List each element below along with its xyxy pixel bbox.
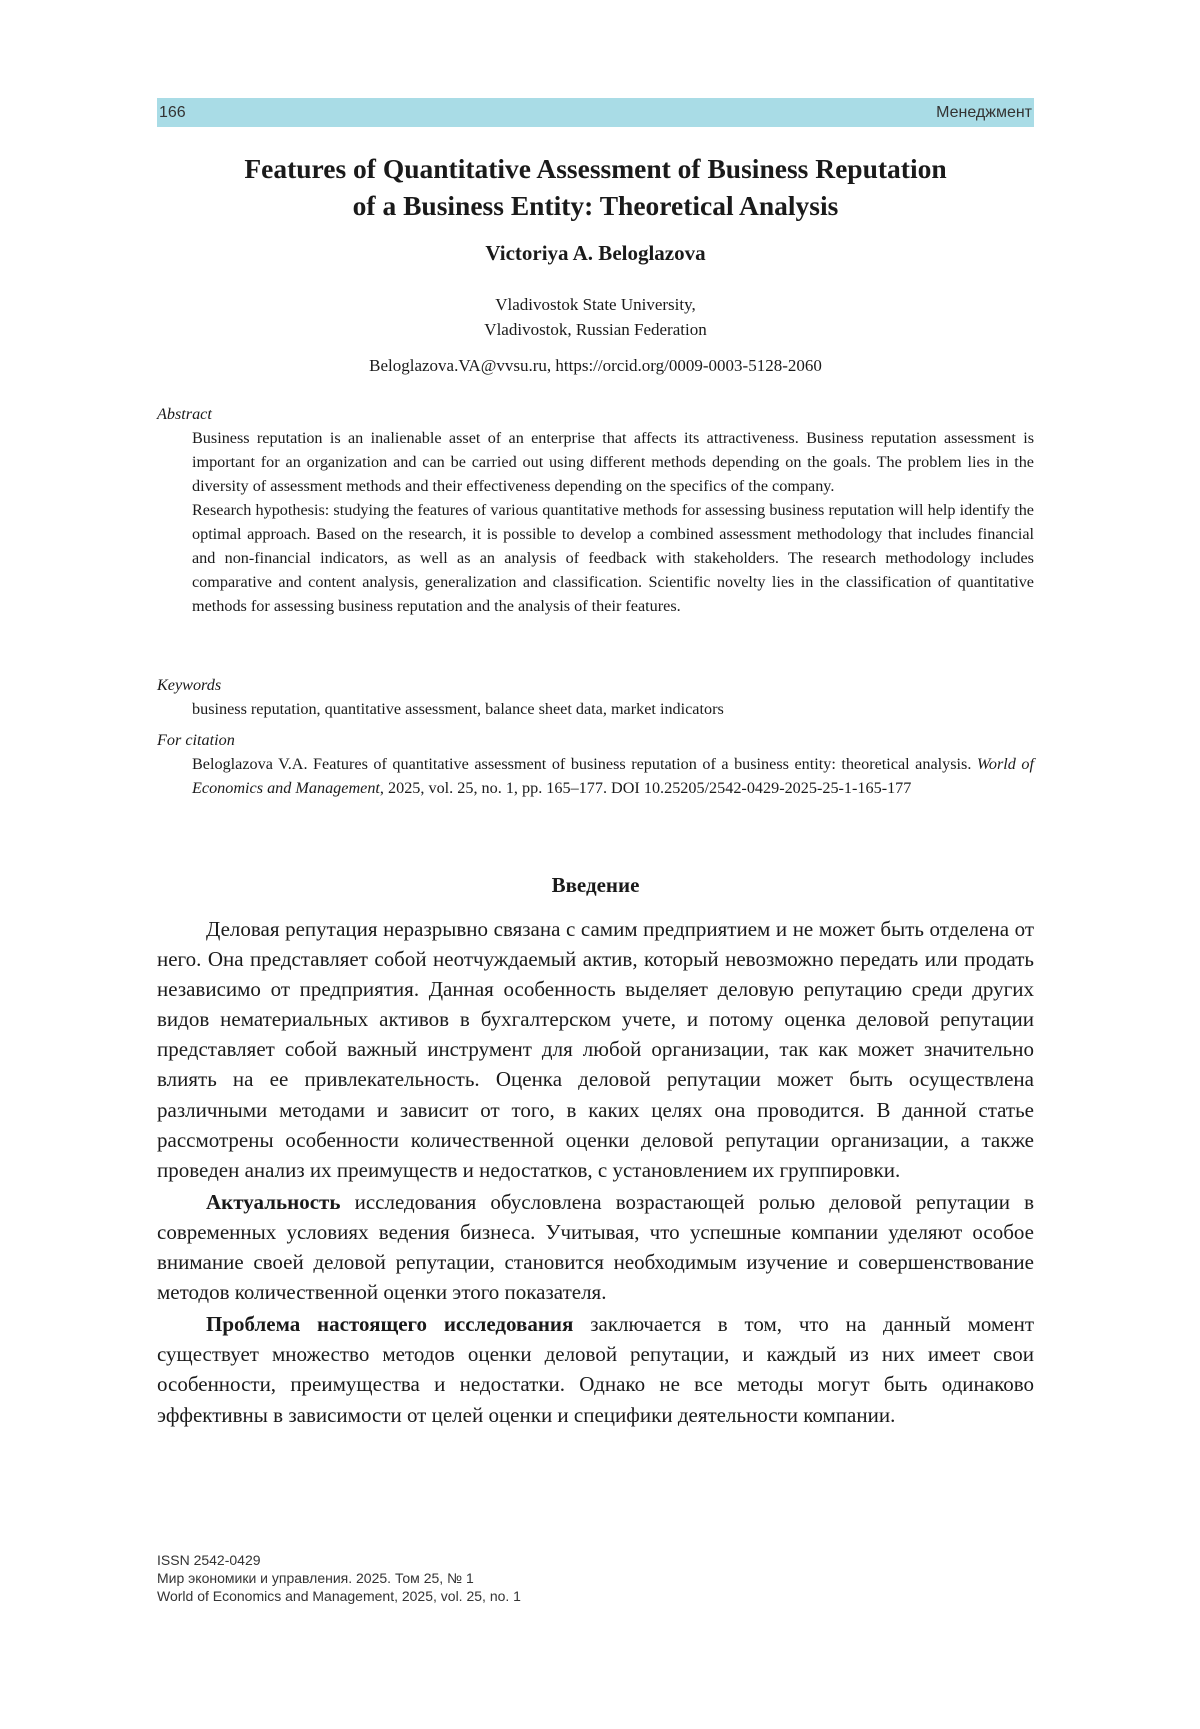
- problem-term: Проблема настоящего исследования: [206, 1312, 574, 1337]
- running-header: [157, 98, 1034, 127]
- author-name: Victoriya A. Beloglazova: [485, 241, 706, 265]
- affiliation-line-1: Vladivostok State University,: [495, 295, 696, 314]
- abstract-paragraph-2: Research hypothesis: studying the features of various quantitative methods for assessing business reputation will help identify the optimal approach. Based on the research, it is possible to develop a combined assessment methodology that includes financial and non-financial indicators, as well as an analysis of feedback with stakeholders. The research methodology includes comparative and content analysis, generalization and classification. Scientific novelty lies in the classification of quantitative methods for assessing business reputation and the analysis of their features.: [192, 501, 1034, 615]
- page-number: 166: [159, 103, 186, 121]
- footer-journal-ru: Мир экономики и управления. 2025. Том 25, № 1: [157, 1570, 474, 1586]
- keywords-text: business reputation, quantitative assessment, balance sheet data, market indicators: [192, 700, 724, 718]
- problem-text: заключается в том, что на данный момент существует множество методов оценки деловой репутации, и каждый из них имеет свои особенности, преимущества и недостатки. Однако не все методы могут быть одинаково эффективны в зависимости от целей оценки и специфики деятельности компании.: [157, 1312, 1034, 1427]
- citation-label: For citation: [157, 731, 235, 749]
- relevance-term: Актуальность: [206, 1189, 341, 1214]
- citation-block: [157, 728, 1034, 800]
- section-heading-introduction: Введение: [551, 873, 640, 897]
- keywords-label: Keywords: [157, 676, 222, 694]
- citation-text: [192, 752, 1034, 800]
- intro-paragraph-1: Деловая репутация неразрывно связана с самим предприятием и не может быть отделена от него. Она представляет собой неотчуждаемый актив, который невозможно передать или продать независимо от предприятия. Данная особенность выделяет деловую репутацию среди других видов нематериальных активов в бухгалтерском учете, и потому оценка деловой репутации представляет собой важный инструмент для любой организации, так как может значительно влиять на ее привлекательность. Оценка деловой репутации может быть осуществлена различными методами и зависит от того, в каких целях она проводится. В данной статье рассмотрены особенности количественной оценки деловой репутации организации, а также проведен анализ их преимуществ и недостатков, с установлением их группировки.: [157, 917, 1034, 1182]
- relevance-text: исследования обусловлена возрастающей ролью деловой репутации в современных условиях ведения бизнеса. Учитывая, что успешные компании уделяют особое внимание своей деловой репутации, становится необходимым изучение и совершенствование методов количественной оценки этого показателя.: [157, 1189, 1034, 1305]
- article-title: [157, 150, 1034, 224]
- citation-suffix: , 2025, vol. 25, no. 1, pp. 165–177. DOI 10.25205/2542-0429-2025-25-1-165-177: [379, 779, 912, 797]
- abstract-label: Abstract: [157, 405, 212, 423]
- citation-journal: World of Economics and Management: [192, 755, 1035, 797]
- footer-issn: ISSN 2542-0429: [157, 1552, 261, 1568]
- title-line-2: of a Business Entity: Theoretical Analysis: [352, 190, 839, 221]
- introduction-body: [157, 914, 1034, 1430]
- author-contact: Beloglazova.VA@vvsu.ru, https://orcid.org/0009-0003-5128-2060: [369, 356, 822, 375]
- citation-prefix: Beloglazova V.A. Features of quantitative assessment of business reputation of a business entity: theoretical analysis.: [192, 755, 977, 773]
- intro-paragraph-2: [157, 1187, 1034, 1307]
- affiliation: [157, 292, 1034, 342]
- footer-journal-en: World of Economics and Management, 2025, vol. 25, no. 1: [157, 1588, 521, 1604]
- intro-paragraph-3: [157, 1309, 1034, 1429]
- affiliation-line-2: Vladivostok, Russian Federation: [484, 320, 707, 339]
- section-name: Менеджмент: [936, 103, 1032, 121]
- title-line-1: Features of Quantitative Assessment of Business Reputation: [244, 153, 947, 184]
- abstract-block: [157, 402, 1034, 618]
- page-footer: [157, 1551, 757, 1605]
- abstract-paragraph-1: Business reputation is an inalienable asset of an enterprise that affects its attractiveness. Business reputation assessment is important for an organization and can be carried out using different methods depending on the goals. The problem lies in the diversity of assessment methods and their effectiveness depending on the specifics of the company.: [192, 429, 1034, 495]
- keywords-block: [157, 673, 1034, 721]
